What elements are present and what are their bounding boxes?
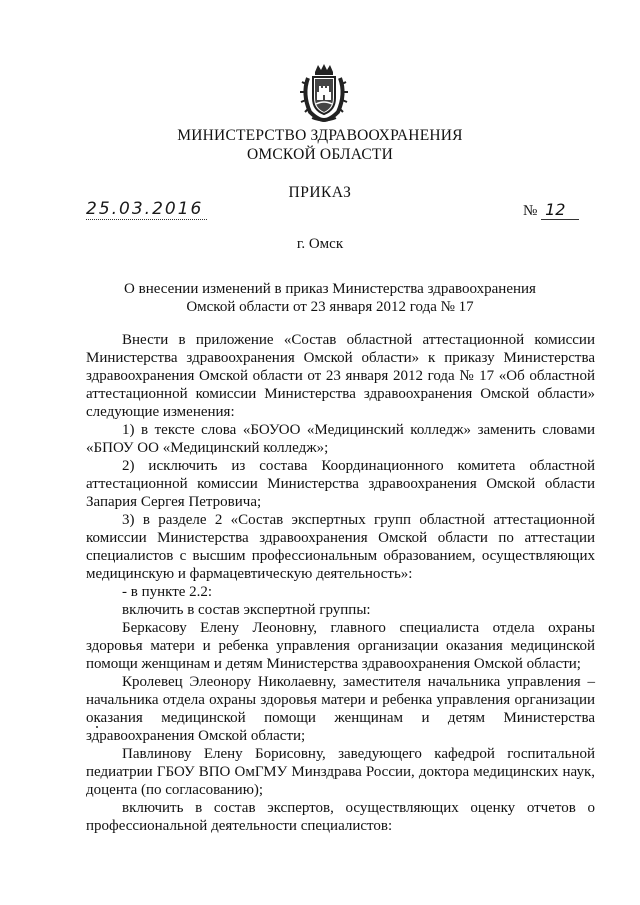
body-paragraph: включить в состав экспертной группы: xyxy=(122,602,371,618)
body-paragraph: Павлинову Елену Борисовну, заведующего кафедрой госпитальной педиатрии ГБОУ ВПО ОмГМУ Минздрава России, доктора медицинских наук, доцента (по согласованию); xyxy=(86,746,595,798)
body-paragraph: - в пункте 2.2: xyxy=(122,584,213,600)
scan-speck xyxy=(96,726,98,728)
body-paragraph: 1) в тексте слова «БОУОО «Медицинский колледж» заменить словами «БПОУ ОО «Медицинский колледж»; xyxy=(86,422,595,456)
order-body xyxy=(86,331,595,835)
order-title: ПРИКАЗ xyxy=(288,184,352,201)
order-number xyxy=(523,200,579,220)
order-number-prefix: № xyxy=(523,203,538,219)
body-paragraph: Беркасову Елену Леоновну, главного специалиста отдела охраны здоровья матери и ребенка управления организации оказания медицинской помощи женщинам и детям Министерства здравоохранения Омской области; xyxy=(86,620,595,672)
order-city: г. Омск xyxy=(296,236,344,252)
body-paragraph: 3) в разделе 2 «Состав экспертных групп областной аттестационной комиссии Министерства здравоохранения Омской области по аттестации специалистов с высшим профессиональным образованием, осуществляющих медицинскую и фармацевтическую деятельность»: xyxy=(86,512,595,582)
order-date: 25.03.2016 xyxy=(86,199,207,220)
body-paragraph: Кролевец Элеонору Николаевну, заместителя начальника управления – начальника отдела охраны здоровья матери и ребенка управления организации оказания медицинской помощи женщинам и детям Министерства здравоохранения Омской области; xyxy=(86,674,595,744)
subject-line1: О внесении изменений в приказ Министерства здравоохранения xyxy=(124,281,536,297)
body-paragraph: включить в состав экспертов, осуществляющих оценку отчетов о профессиональной деятельности специалистов: xyxy=(86,800,595,834)
order-number-value: 12 xyxy=(541,200,579,220)
ministry-name-line2: ОМСКОЙ ОБЛАСТИ xyxy=(247,146,393,163)
body-paragraph: Внести в приложение «Состав областной аттестационной комиссии Министерства здравоохранения Омской области» к приказу Министерства здравоохранения Омской области от 23 января 2012 года № 17 «Об областной аттестационной комиссии Министерства здравоохранения Омской области» следующие изменения: xyxy=(86,332,595,420)
coat-of-arms-icon xyxy=(298,62,350,124)
ministry-name-line1: МИНИСТЕРСТВО ЗДРАВООХРАНЕНИЯ xyxy=(177,127,463,144)
body-paragraph: 2) исключить из состава Координационного комитета областной аттестационной комиссии Министерства здравоохранения Омской области Запария Сергея Петровича; xyxy=(86,458,595,510)
order-subject xyxy=(80,280,580,316)
subject-line2: Омской области от 23 января 2012 года № 17 xyxy=(186,299,474,315)
